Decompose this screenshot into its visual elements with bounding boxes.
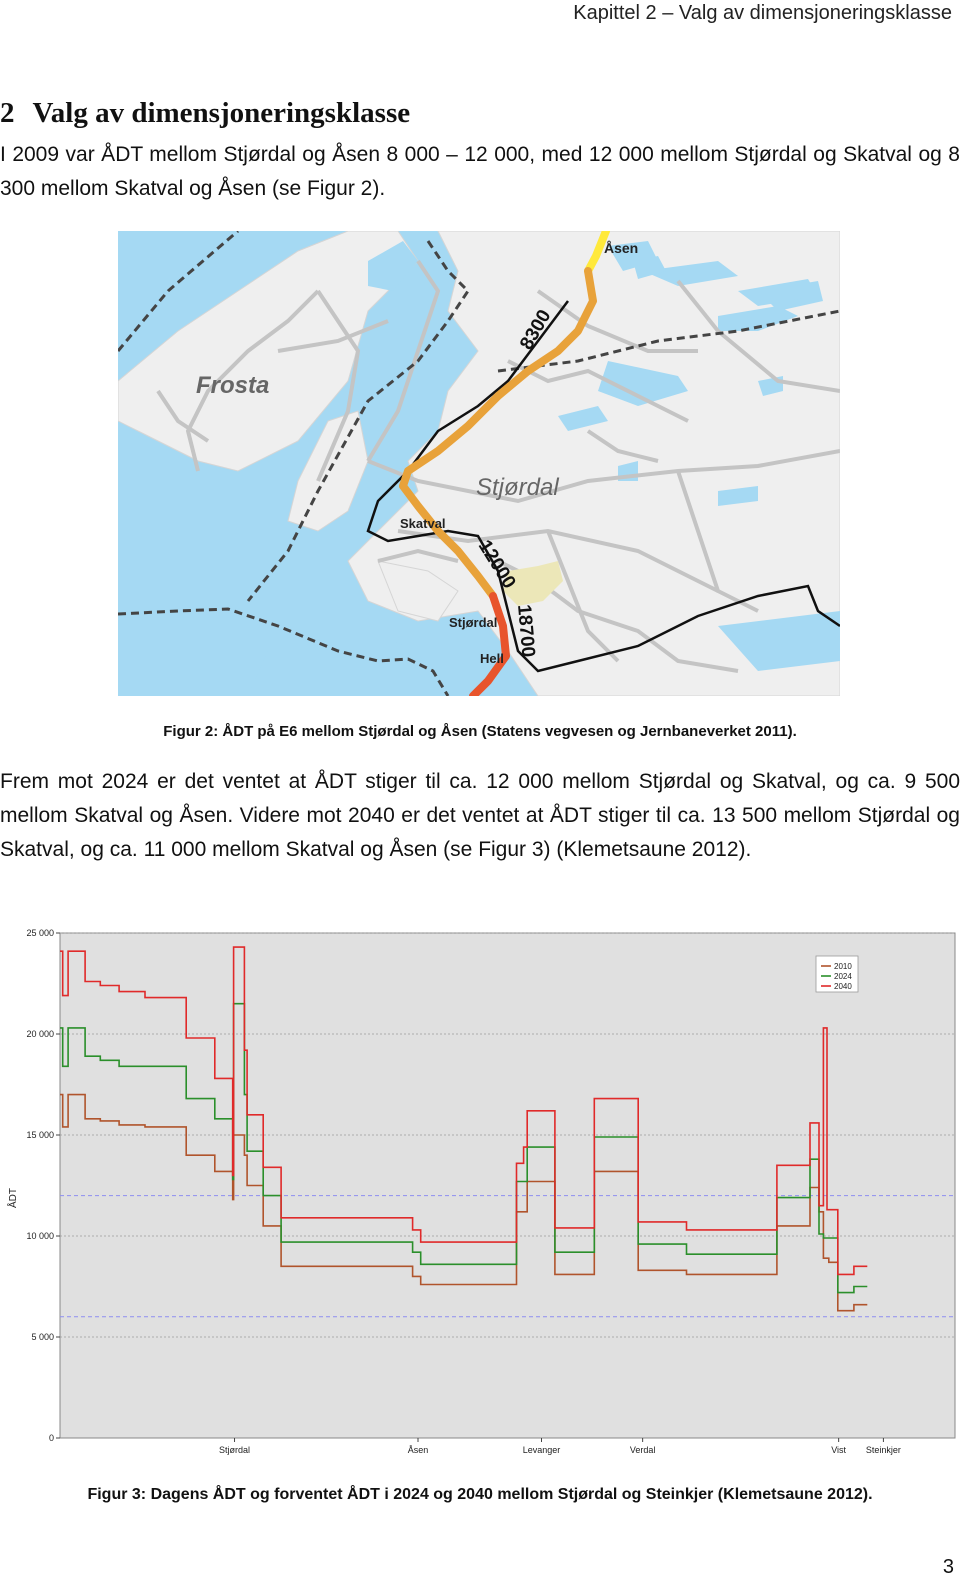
x-tick-label: Steinkjer	[865, 1445, 901, 1455]
aadt-chart	[0, 920, 960, 1460]
forecast-paragraph: Frem mot 2024 er det ventet at ÅDT stiger til ca. 12 000 mellom Stjørdal og Skatval, og ca. 9 500 mellom Skatval og Åsen. Videre mot 2040 er det ventet at ÅDT stiger til ca. 13 500 mellom Stjørdal og Skatval, og ca. 11 000 mellom Skatval og Åsen (se Figur 3) (Klemetsaune 2012).	[0, 770, 960, 861]
map-canvas	[118, 231, 840, 696]
y-tick-label: 15 000	[26, 1130, 54, 1140]
chart-canvas	[0, 920, 960, 1460]
map-label-skatval: Skatval	[400, 516, 446, 531]
plot-area	[60, 933, 955, 1438]
y-axis-ticks	[26, 928, 60, 1443]
map-label-frosta: Frosta	[196, 372, 270, 399]
y-tick-label: 5 000	[31, 1332, 54, 1342]
map-label-stjordal-town: Stjørdal	[449, 615, 498, 630]
y-tick-label: 10 000	[26, 1231, 54, 1241]
x-tick-label: Verdal	[629, 1445, 656, 1455]
section-title: Valg av dimensjoneringsklasse	[32, 97, 411, 129]
y-axis-label: ÅDT	[8, 1188, 19, 1208]
map-aadt-label-north: 8300	[516, 306, 556, 354]
traffic-map	[118, 231, 840, 696]
x-axis-ticks	[219, 1438, 901, 1455]
y-tick-label: 0	[48, 1433, 54, 1443]
section-number: 2	[0, 97, 15, 129]
figure-3-caption: Figur 3: Dagens ÅDT og forventet ÅDT i 2024 og 2040 mellom Stjørdal og Steinkjer (Klemetsaune 2012).	[87, 1486, 873, 1503]
legend-label: 2040	[834, 982, 852, 991]
figure-2-caption: Figur 2: ÅDT på E6 mellom Stjørdal og Åsen (Statens vegvesen og Jernbaneverket 2011).	[163, 723, 797, 740]
map-label-asen: Åsen	[604, 240, 639, 256]
y-tick-label: 25 000	[26, 928, 54, 938]
section-heading	[0, 97, 410, 130]
running-header: Kapittel 2 – Valg av dimensjoneringsklasse	[573, 2, 952, 24]
chart-legend	[816, 956, 858, 992]
map-label-hell: Hell	[480, 651, 504, 666]
intro-paragraph: I 2009 var ÅDT mellom Stjørdal og Åsen 8 000 – 12 000, med 12 000 mellom Stjørdal og Skatval og 8 300 mellom Skatval og Åsen (se Figur 2).	[0, 143, 960, 200]
legend-label: 2024	[834, 972, 852, 981]
x-tick-label: Vist	[831, 1445, 847, 1455]
map-aadt-label-middle: 12000	[473, 536, 520, 593]
page-number: 3	[942, 1556, 954, 1578]
legend-label: 2010	[834, 962, 852, 971]
x-tick-label: Åsen	[407, 1445, 429, 1455]
x-tick-label: Stjørdal	[219, 1445, 251, 1455]
map-label-stjordal-area: Stjørdal	[476, 474, 559, 501]
x-tick-label: Levanger	[522, 1445, 561, 1455]
y-tick-label: 20 000	[26, 1029, 54, 1039]
map-aadt-label-south: 18700	[513, 603, 539, 659]
